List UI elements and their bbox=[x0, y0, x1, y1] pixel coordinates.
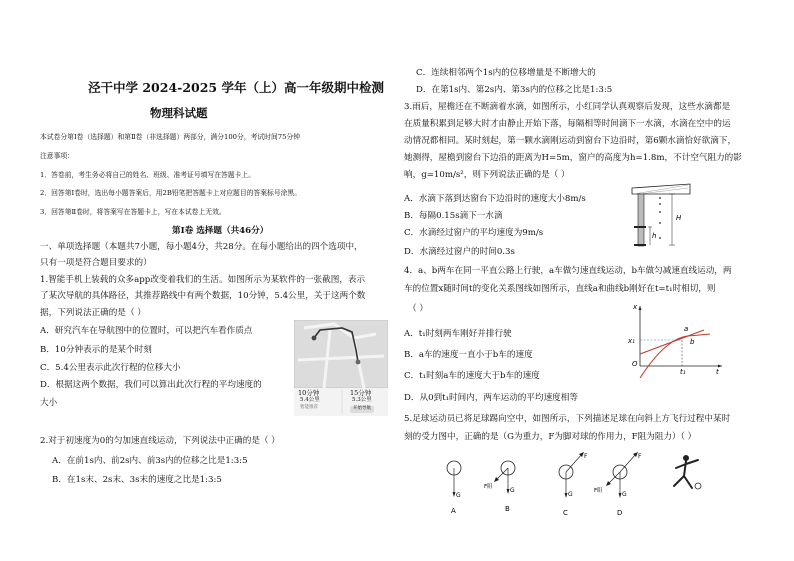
notice-item-3: 3．回答第Ⅱ卷时，将答案写在答题卡上，写在本试卷上无效。 bbox=[40, 208, 226, 216]
force-diagram-a bbox=[447, 461, 461, 515]
section-instructions-cont: 只有一项是符合题目要求的） bbox=[40, 258, 152, 268]
notice-item-2: 2．回答第Ⅰ卷时，选出每小题答案后，用2B铅笔把答题卡上对应题目的答案标号涂黑。 bbox=[40, 189, 302, 197]
curve-b-label: b bbox=[690, 338, 695, 346]
height-H-label: H bbox=[676, 214, 682, 222]
route1-distance: 5.4公里 bbox=[300, 397, 320, 403]
q1-stem-2: 了某次导航的具体路径，其推荐路线中有两个数据，10分钟，5.4公里，关于这两个数 bbox=[40, 291, 366, 301]
route1-tag: 智能推荐 bbox=[300, 405, 318, 410]
q4-stem-3: （ ） bbox=[408, 304, 428, 314]
option-label-d: D bbox=[617, 509, 623, 517]
force-diagram-d bbox=[594, 452, 642, 517]
force-diagram-b bbox=[484, 461, 515, 513]
origin-label: O bbox=[632, 360, 638, 368]
q1-stem-3: 据，下列说法正确的是（ ） bbox=[40, 308, 146, 318]
line-a-label: a bbox=[684, 325, 689, 333]
route2-distance: 5.3公里 bbox=[352, 397, 372, 403]
force-diagram-c bbox=[559, 452, 588, 517]
force-f-label-c: F bbox=[584, 453, 588, 460]
soccer-player-icon bbox=[674, 455, 701, 489]
q2-option-a: A．在前1s内、前2s内、前3s内的位移之比是1:3:5 bbox=[52, 456, 248, 466]
position-time-graph bbox=[626, 300, 726, 380]
t1-label: t₁ bbox=[680, 368, 686, 376]
q4-option-b: B．a车的速度一直小于b车的速度 bbox=[404, 350, 533, 360]
q1-option-b: B．10分钟表示的是某个时刻 bbox=[40, 345, 152, 355]
option-label-b: B bbox=[505, 505, 510, 513]
x-axis-label: x bbox=[633, 303, 638, 311]
q2-option-c: C．连续相邻两个1s内的位移增量是不断增大的 bbox=[416, 68, 596, 78]
force-f-label-b: F阻 bbox=[484, 484, 493, 490]
notice-heading: 注意事项： bbox=[40, 152, 74, 160]
q1-stem: 1.智能手机上装载的众多app改变着我们的生活。如图所示为某软件的一张截图，表示 bbox=[40, 275, 366, 285]
navigation-map-figure bbox=[294, 320, 388, 416]
q4-stem: 4．a、b两车在同一平直公路上行驶，a车做匀速直线运动，b车做匀减速直线运动，两 bbox=[404, 266, 732, 276]
q3-option-b: B．每隔0.15s滴下一水滴 bbox=[404, 211, 503, 221]
start-navigation-button[interactable]: 开始导航 bbox=[350, 406, 374, 413]
window-h-label: h bbox=[652, 232, 657, 240]
x1-label: x₁ bbox=[628, 337, 635, 345]
q3-stem-3: 动情况都相同。某时刻起，第一颗水滴刚运动到窗台下边沿时，第6颗水滴恰好欲滴下， bbox=[404, 136, 737, 146]
route1-time: 10分钟 bbox=[298, 389, 320, 397]
section-instructions: 一、单项选择题（本题共7小题，每小题4分，共28分。在每小题给出的四个选项中， bbox=[40, 242, 363, 252]
eaves-window-figure bbox=[630, 182, 712, 258]
force-g-label-d: G bbox=[622, 491, 627, 498]
force-diagrams bbox=[436, 450, 706, 520]
q4-option-a: A．t₁时刻两车刚好并排行驶 bbox=[404, 329, 512, 339]
section-title: 第Ⅰ卷 选择题（共46分） bbox=[172, 226, 269, 236]
q2-stem: 2.对于初速度为0的匀加速直线运动，下列说法中正确的是（ ） bbox=[40, 436, 280, 446]
q4-stem-2: 车的位置x随时间t的变化关系图线如图所示，直线a和曲线b刚好在t=t₁时相切，则 bbox=[404, 284, 716, 294]
q2-option-d: D．在第1s内、第2s内、第3s内的位移之比是1:3:5 bbox=[416, 85, 613, 95]
subject-title: 物理科试题 bbox=[150, 106, 208, 120]
q3-stem-5: 响，g=10m/s²，则下列说法正确的是（ ） bbox=[404, 170, 570, 180]
notice-item-1: 1．答卷前，考生务必将自己的姓名、班级、准考证号填写在答题卡上。 bbox=[40, 171, 256, 179]
q3-option-c: C．水滴经过窗户的平均速度为9m/s bbox=[404, 228, 544, 238]
option-label-a: A bbox=[451, 507, 456, 515]
q5-stem: 5.足球运动员已将足球踢向空中，如图所示，下列描述足球在向斜上方飞行过程中某时 bbox=[404, 414, 731, 424]
t-axis-label: t bbox=[716, 368, 719, 376]
q4-option-d: D．从0到t₁时间内，两车运动的平均速度相等 bbox=[404, 393, 578, 403]
q3-option-a: A．水滴下落到达窗台下边沿时的速度大小8m/s bbox=[404, 194, 586, 204]
q3-stem-2: 在质量积累到足够大时才由静止开始下落，每隔相等时间滴下一水滴，水滴在空中的运 bbox=[404, 119, 731, 129]
q1-option-a: A．研究汽车在导航图中的位置时，可以把汽车看作质点 bbox=[40, 326, 253, 336]
intro-line: 本试卷分第Ⅰ卷（选择题）和第Ⅱ卷（非选择题）两部分，满分100分，考试时间75分钟 bbox=[40, 133, 301, 141]
school-title: 泾干中学 2024-2025 学年（上）高一年级期中检测 bbox=[88, 80, 384, 95]
q5-stem-2: 刻的受力图中，正确的是（G为重力，F为脚对球的作用力，F阻为阻力）（ ） bbox=[404, 432, 697, 442]
q1-option-d-cont: 大小 bbox=[40, 398, 58, 408]
force-g-label-b: G bbox=[510, 487, 515, 494]
q3-option-d: D．水滴经过窗户的时间0.3s bbox=[404, 247, 515, 257]
force-g-label: G bbox=[456, 492, 461, 499]
q3-stem-4: 她测得，屋檐到窗台下边沿的距离为H=5m，窗户的高度为h=1.8m，不计空气阻力的影 bbox=[404, 153, 742, 163]
force-g-label-c: G bbox=[568, 491, 573, 498]
option-label-c: C bbox=[563, 509, 568, 517]
route2-time: 15分钟 bbox=[350, 389, 372, 397]
force-f-label-d: F bbox=[638, 453, 642, 460]
force-f-resist-label-d: F阻 bbox=[594, 488, 603, 494]
q3-stem: 3.雨后，屋檐还在不断滴着水滴，如图所示，小红同学认真观察后发现，这些水滴都是 bbox=[404, 102, 731, 112]
q1-option-d: D．根据这两个数据，我们可以算出此次行程的平均速度的 bbox=[40, 380, 262, 390]
q4-option-c: C．t₁时刻a车的速度大于b车的速度 bbox=[404, 371, 540, 381]
q1-option-c: C．5.4公里表示此次行程的位移大小 bbox=[40, 363, 181, 373]
q2-option-b: B．在1s末、2s末、3s末的速度之比是1:3:5 bbox=[52, 475, 222, 485]
